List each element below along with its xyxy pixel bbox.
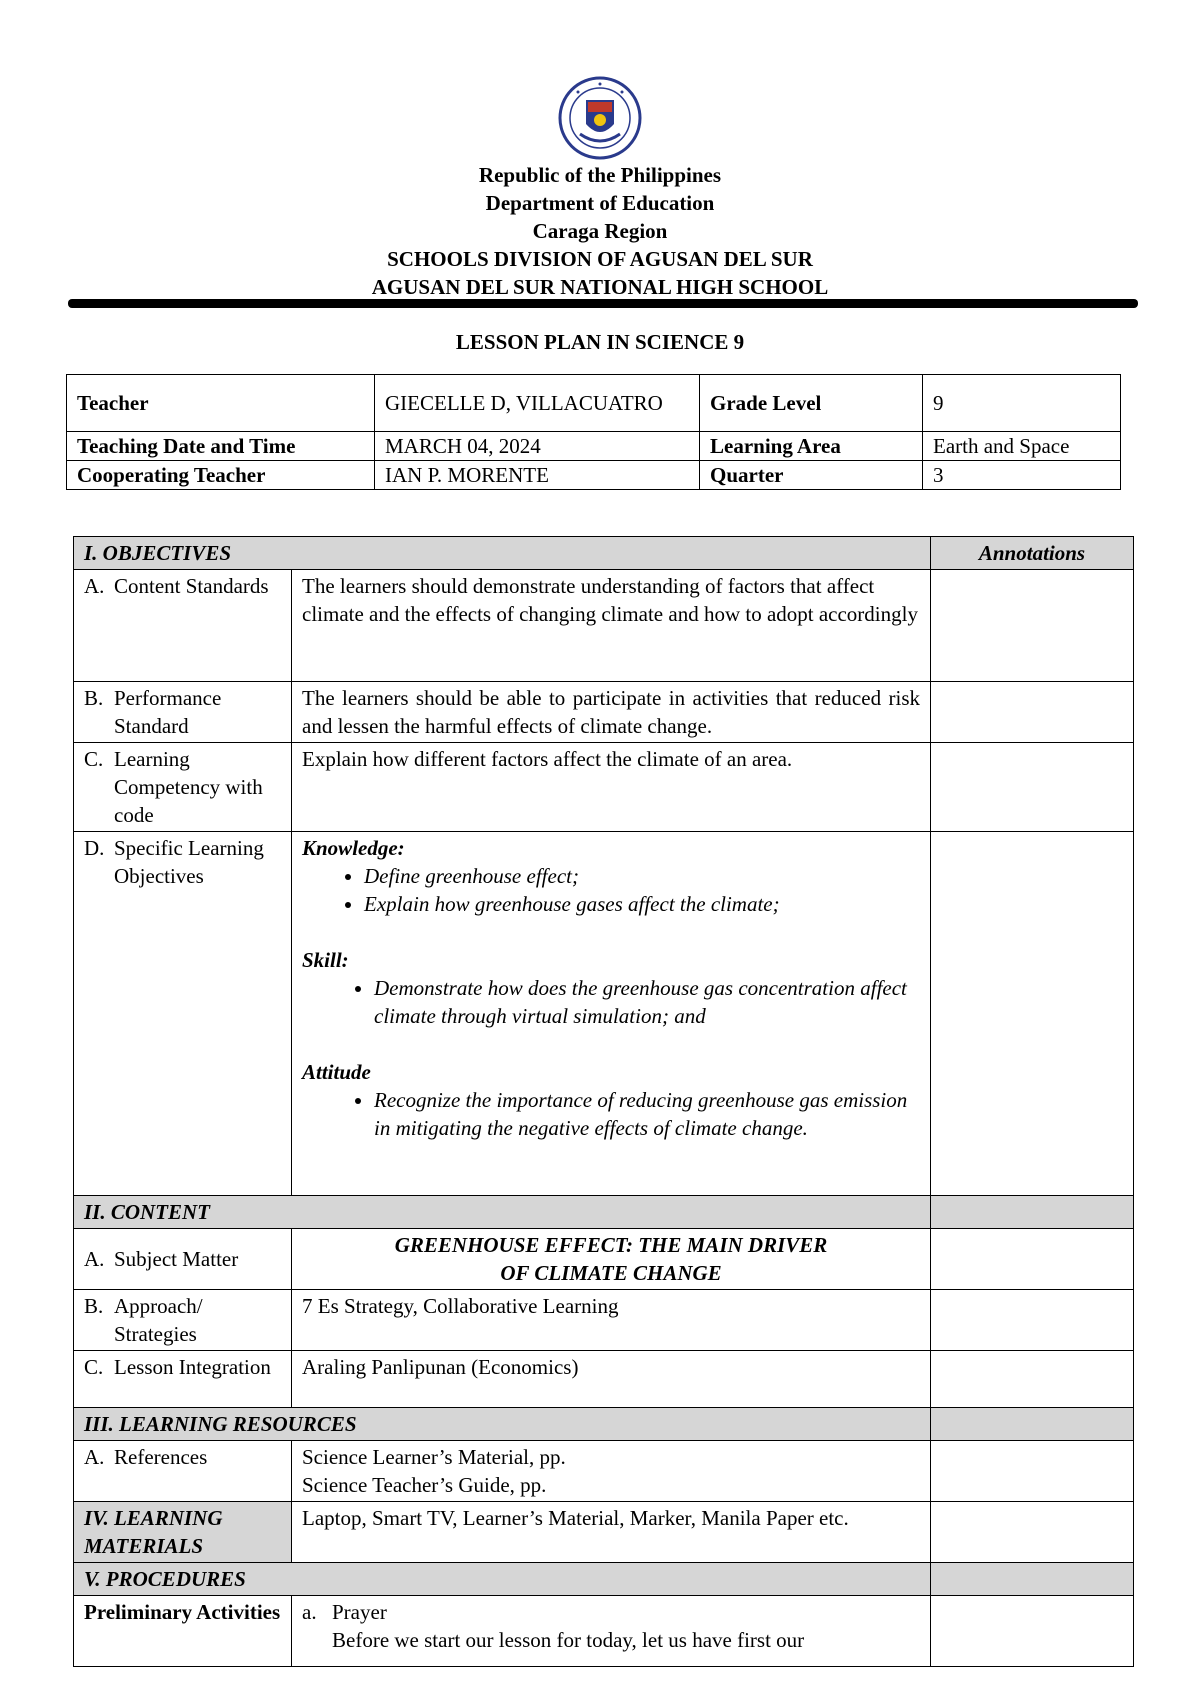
attitude-list [302,1086,920,1142]
skill-item: • Demonstrate how does the greenhouse gas concentration affect climate through virtual simulation; and [374,974,920,1030]
header-republic: Republic of the Philippines [478,163,722,187]
knowledge-list [302,862,920,918]
references-label: References [114,1445,208,1469]
attitude-label: Attitude [302,1060,371,1084]
content-heading: II. CONTENT [74,1196,931,1229]
deped-seal-logo [558,76,642,160]
learning-competency-label: Learning Competency with code [114,747,263,827]
specific-objectives-content [292,832,931,1196]
prayer-title: Prayer [332,1600,387,1624]
annotation-cell [931,1351,1134,1408]
skill-list [302,974,920,1030]
references-line1: Science Learner’s Material, pp. [302,1445,566,1469]
annotation-cell [931,1441,1134,1502]
page-title: LESSON PLAN IN SCIENCE 9 [455,330,745,354]
quarter-label: Quarter [700,461,923,490]
integration-letter: C. [84,1355,104,1379]
resources-heading: III. LEARNING RESOURCES [74,1408,931,1441]
preliminary-content [292,1596,931,1667]
subject-matter-line1: GREENHOUSE EFFECT: THE MAIN DRIVER [394,1233,828,1257]
learning-competency-text: Explain how different factors affect the climate of an area. [292,743,931,832]
materials-text: Laptop, Smart TV, Learner’s Material, Marker, Manila Paper etc. [292,1502,931,1563]
knowledge-item: • Define greenhouse effect; [364,862,920,890]
date-value: MARCH 04, 2024 [375,432,700,461]
skill-label: Skill: [302,948,349,972]
annotation-cell [931,1290,1134,1351]
specific-objectives-letter: D. [84,836,105,860]
attitude-item: • Recognize the importance of reducing greenhouse gas emission in mitigating the negative effects of climate change. [374,1086,920,1142]
area-label: Learning Area [700,432,923,461]
document-header [0,161,1200,301]
annotation-cell [931,743,1134,832]
objectives-heading: I. OBJECTIVES [74,537,931,570]
annotation-cell [931,570,1134,682]
prayer-text: Before we start our lesson for today, let us have first our [332,1628,805,1652]
date-label: Teaching Date and Time [67,432,375,461]
annotation-cell [931,832,1134,1196]
knowledge-item: • Explain how greenhouse gases affect the climate; [364,890,920,918]
subject-matter-label: Subject Matter [114,1247,239,1271]
header-divider [68,299,1138,308]
references-line2: Science Teacher’s Guide, pp. [302,1473,547,1497]
subject-matter-letter: A. [84,1247,105,1271]
references-text [292,1441,931,1502]
procedures-heading: V. PROCEDURES [74,1563,931,1596]
grade-value: 9 [923,375,1121,432]
annotation-cell [931,682,1134,743]
coop-teacher-label: Cooperating Teacher [67,461,375,490]
integration-label: Lesson Integration [114,1355,271,1379]
annotation-cell [931,1502,1134,1563]
content-standards-text: The learners should demonstrate understanding of factors that affect climate and the effects of changing climate and how to adopt accordingly [292,570,931,682]
subject-matter-line2: OF CLIMATE CHANGE [500,1261,722,1285]
teacher-value: GIECELLE D, VILLACUATRO [375,375,700,432]
header-department: Department of Education [485,191,715,215]
lesson-plan-table [73,536,1134,1667]
performance-standard-text: The learners should be able to participate in activities that reduced risk and lessen the harmful effects of climate change. [292,682,931,743]
performance-standard-letter: B. [84,686,104,710]
approach-text: 7 Es Strategy, Collaborative Learning [292,1290,931,1351]
learning-competency-letter: C. [84,747,104,771]
annotation-cell [931,1596,1134,1667]
knowledge-label: Knowledge: [302,836,405,860]
annotation-cell [931,1229,1134,1290]
grade-label: Grade Level [700,375,923,432]
coop-teacher-value: IAN P. MORENTE [375,461,700,490]
subject-matter-text [292,1229,931,1290]
annotation-cell [931,1196,1134,1229]
lesson-info-table [66,374,1121,490]
teacher-label: Teacher [67,375,375,432]
materials-heading: IV. LEARNING MATERIALS [74,1502,292,1563]
approach-letter: B. [84,1294,104,1318]
content-standards-label: Content Standards [114,574,269,598]
annotations-heading: Annotations [931,537,1134,570]
annotation-cell [931,1563,1134,1596]
area-value: Earth and Space [923,432,1121,461]
references-letter: A. [84,1445,105,1469]
preliminary-label: Preliminary Activities [74,1596,292,1667]
annotation-cell [931,1408,1134,1441]
prayer-letter: a. [302,1600,317,1624]
performance-standard-label: Performance Standard [114,686,222,738]
specific-objectives-label: Specific Learning Objectives [114,836,264,888]
header-division: SCHOOLS DIVISION OF AGUSAN DEL SUR [387,247,813,271]
header-region: Caraga Region [532,219,668,243]
approach-label: Approach/ Strategies [114,1294,203,1346]
content-standards-letter: A. [84,574,105,598]
integration-text: Araling Panlipunan (Economics) [292,1351,931,1408]
quarter-value: 3 [923,461,1121,490]
header-school: AGUSAN DEL SUR NATIONAL HIGH SCHOOL [371,275,829,299]
